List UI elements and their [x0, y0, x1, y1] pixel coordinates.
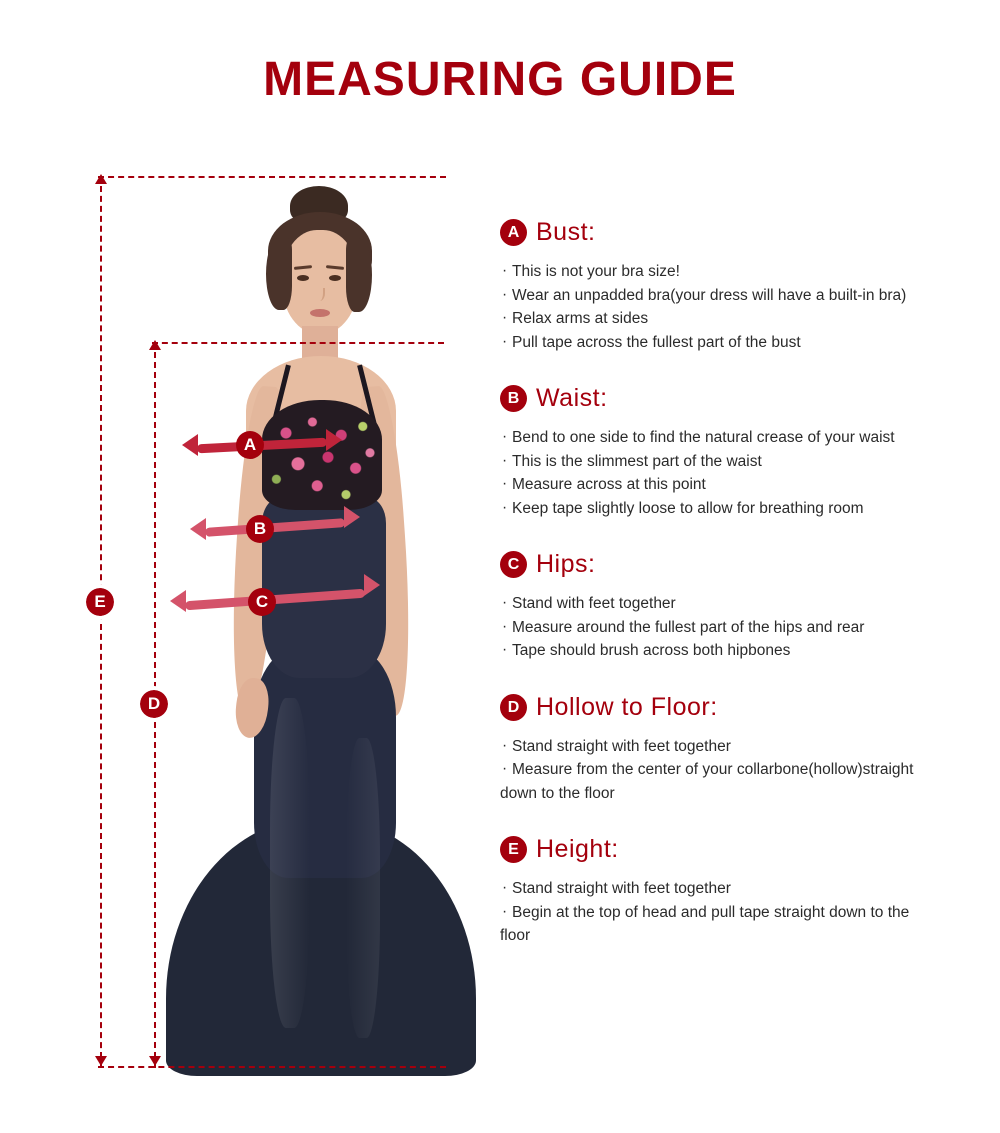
section-hips-badge: C [500, 551, 527, 578]
section-bust-header [500, 218, 980, 247]
height-guide-vertical [100, 176, 102, 1068]
section-hips-header [500, 550, 980, 579]
dress-bodice-floral [262, 400, 382, 510]
list-item: · Stand straight with feet together [500, 878, 980, 901]
section-hips [500, 550, 980, 663]
section-hollow-to-floor-bullets [500, 736, 980, 806]
list-item: floor [500, 927, 531, 944]
height-guide-top-line [98, 176, 446, 178]
section-bust-badge: A [500, 219, 527, 246]
measurement-diagram [90, 170, 490, 1080]
section-height-bullets [500, 878, 980, 948]
eye-left [297, 275, 309, 281]
list-item: down to the floor [500, 784, 615, 802]
waist-tape-arrow-right [344, 506, 360, 528]
waist-badge-B: B [246, 515, 274, 543]
section-hollow-to-floor-badge: D [500, 694, 527, 721]
dress-highlight-left [270, 698, 310, 1028]
hollow-arrow-top [149, 340, 161, 350]
section-bust-bullets [500, 261, 980, 354]
section-hips-bullets [500, 593, 980, 663]
hair-right [346, 238, 372, 312]
section-height [500, 835, 980, 948]
page-title: MEASURING GUIDE [263, 53, 737, 106]
hips-badge-C: C [248, 588, 276, 616]
list-item: · Pull tape across the fullest part of the bust [500, 332, 980, 355]
height-guide-bottom-line [98, 1066, 446, 1068]
section-waist-title: Waist: [536, 384, 608, 412]
list-item: · Bend to one side to find the natural crease of your waist [500, 427, 980, 450]
list-item: · Tape should brush across both hipbones [500, 640, 980, 663]
hair-left [266, 238, 292, 310]
section-hollow-to-floor [500, 693, 980, 806]
section-waist [500, 384, 980, 520]
bust-tape-arrow-left [182, 434, 198, 456]
section-waist-badge: B [500, 385, 527, 412]
list-item: · Measure from the center of your collarbone(hollow)straight [500, 759, 980, 782]
model-illustration [150, 178, 480, 1073]
list-item: · Measure around the fullest part of the hips and rear [500, 617, 980, 640]
list-item: · Relax arms at sides [500, 308, 980, 331]
hollow-arrow-bottom [149, 1056, 161, 1066]
instructions-column [500, 218, 980, 978]
section-hollow-to-floor-title: Hollow to Floor: [536, 692, 718, 721]
hips-tape-arrow-left [170, 590, 186, 612]
section-bust-title: Bust: [536, 218, 596, 246]
section-hollow-to-floor-header [500, 693, 980, 722]
hips-tape-arrow-right [364, 574, 380, 596]
list-item: · Stand with feet together [500, 593, 980, 616]
list-item: · Wear an unpadded bra(your dress will have a built-in bra) [500, 285, 980, 308]
section-bust [500, 218, 980, 354]
bust-tape-arrow-right [326, 429, 342, 451]
mouth [310, 309, 330, 317]
section-hips-title: Hips: [536, 550, 596, 578]
list-item: · This is not your bra size! [500, 261, 980, 284]
hollow-guide-top-line [152, 342, 444, 344]
waist-tape-arrow-left [190, 518, 206, 540]
list-item: · Begin at the top of head and pull tape straight down to the [500, 902, 980, 925]
section-height-title: Height: [536, 835, 619, 863]
list-item: · Keep tape slightly loose to allow for breathing room [500, 498, 980, 521]
dress-highlight-right [346, 738, 380, 1038]
list-item: · Stand straight with feet together [500, 736, 980, 759]
height-arrow-bottom [95, 1056, 107, 1066]
section-height-header [500, 835, 980, 864]
hollow-badge-D: D [140, 690, 168, 718]
section-waist-header [500, 384, 980, 413]
height-arrow-top [95, 174, 107, 184]
section-waist-bullets [500, 427, 980, 520]
bust-badge-A: A [236, 431, 264, 459]
eye-right [329, 275, 341, 281]
list-item: · This is the slimmest part of the waist [500, 451, 980, 474]
section-height-badge: E [500, 836, 527, 863]
list-item: · Measure across at this point [500, 474, 980, 497]
height-badge-E: E [86, 588, 114, 616]
